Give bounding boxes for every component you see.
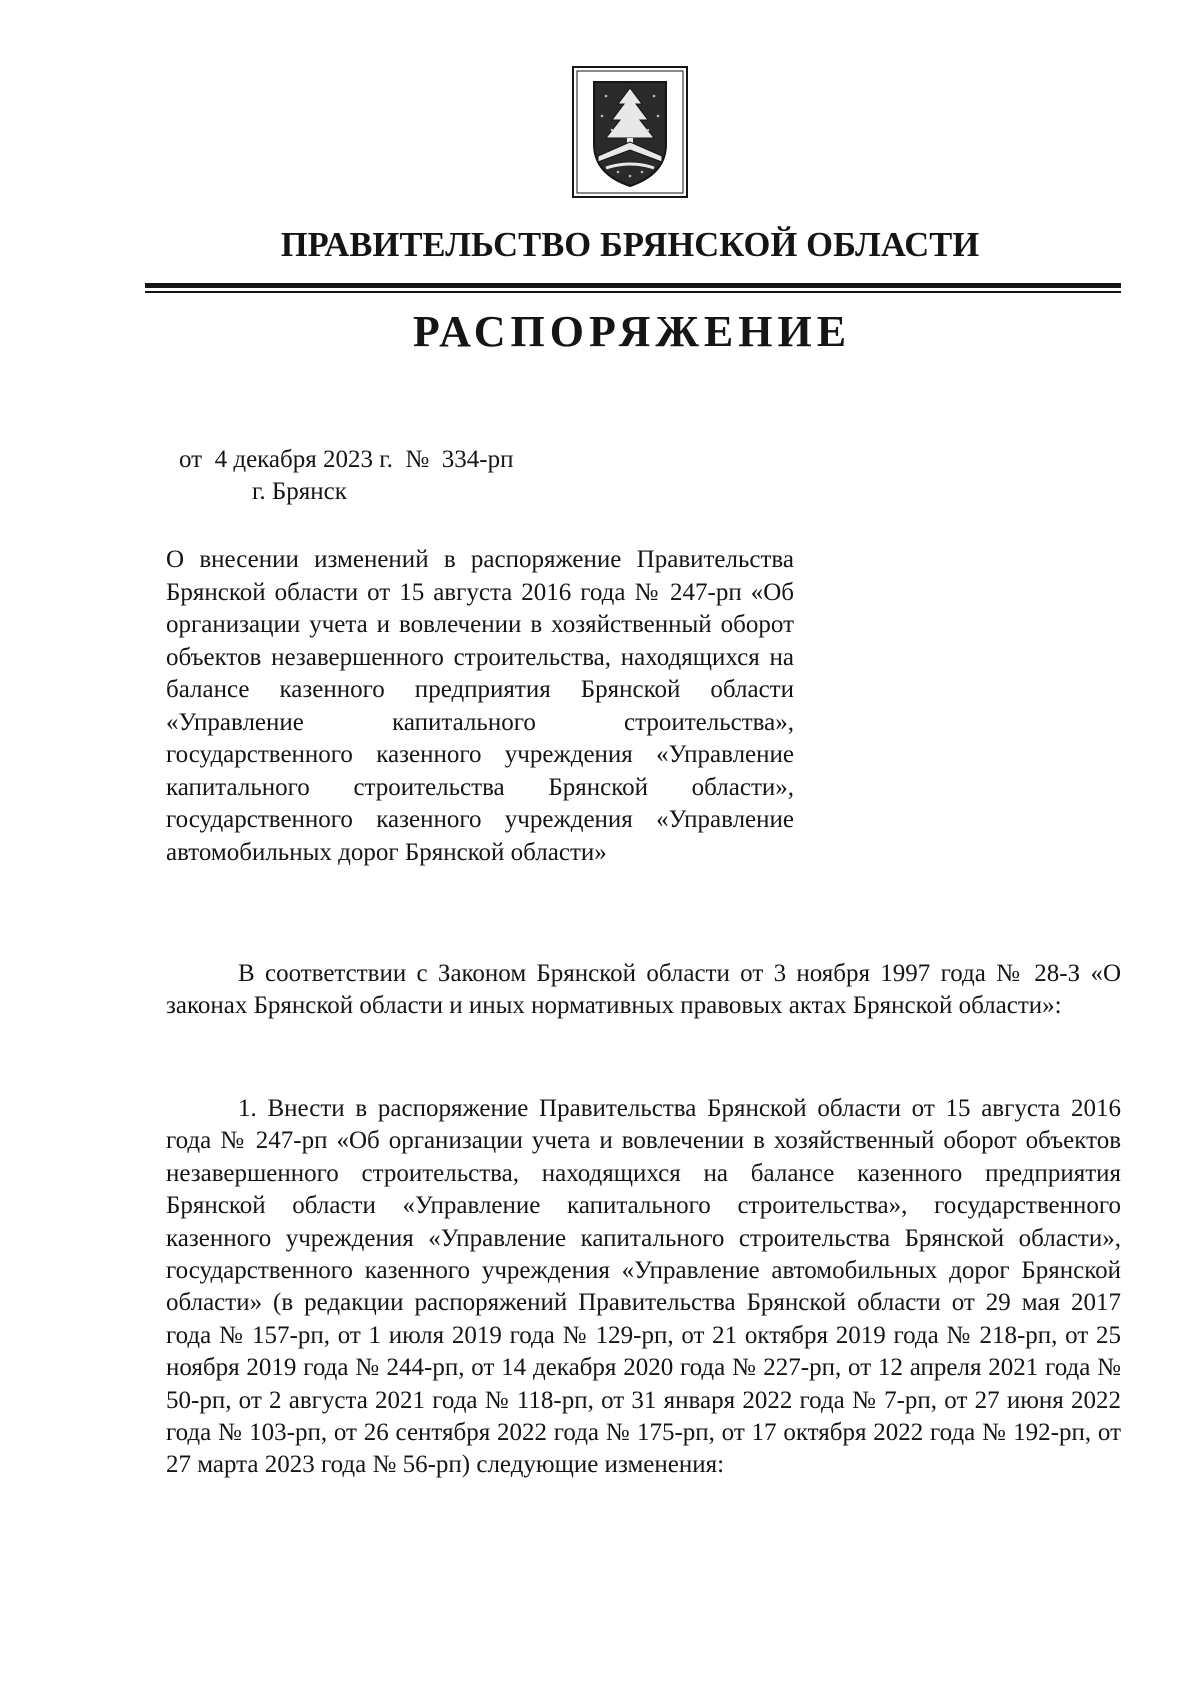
preamble-paragraph: В соответствии с Законом Брянской области от 3 ноября 1997 года № 28-З «О законах Брянской области и иных нормативных правовых актах Брянской области»: — [166, 960, 1121, 1020]
document-city: г. Брянск — [252, 478, 347, 505]
document-subject: О внесении изменений в распоряжение Правительства Брянской области от 15 августа 2016 года № 247-рп «Об организации учета и вовлечении в хозяйственный оборот объектов незавершенного строительства, находящихся на балансе казенного предприятия Брянской области «Управление капитального строительства», государственного казенного учреждения «Управление капитального строительства Брянской области», государственного казенного учреждения «Управление автомобильных дорог Брянской области» — [166, 546, 794, 866]
bryansk-coat-of-arms-icon — [572, 66, 688, 198]
government-title: ПРАВИТЕЛЬСТВО БРЯНСКОЙ ОБЛАСТИ — [280, 226, 980, 264]
document-date-number: от 4 декабря 2023 г. № 334-рп — [179, 446, 514, 473]
header-divider-thin — [145, 291, 1121, 293]
document-type-title: РАСПОРЯЖЕНИЕ — [412, 307, 852, 356]
header-divider-thick — [145, 283, 1121, 288]
item-1-paragraph: 1. Внести в распоряжение Правительства Брянской области от 15 августа 2016 года № 247-рп «Об организации учета и вовлечении в хозяйственный оборот объектов незавершенного строительства, находящихся на балансе казенного предприятия Брянской области «Управление капитального строительства», государственного казенного учреждения «Управление капитального строительства Брянской области», государственного казенного учреждения «Управление автомобильных дорог Брянской области» (в редакции распоряжений Правительства Брянской области от 29 мая 2017 года № 157-рп, от 1 июля 2019 года № 129-рп, от 21 октября 2019 года № 218-рп, от 25 ноября 2019 года № 244-рп, от 14 декабря 2020 года № 227-рп, от 12 апреля 2021 года № 50-рп, от 2 августа 2021 года № 118-рп, от 31 января 2022 года № 7-рп, от 27 июня 2022 года № 103-рп, от 26 сентября 2022 года № 175-рп, от 17 октября 2022 года № 192-рп, от 27 марта 2023 года № 56-рп) следующие изменения: — [166, 1095, 1121, 1479]
